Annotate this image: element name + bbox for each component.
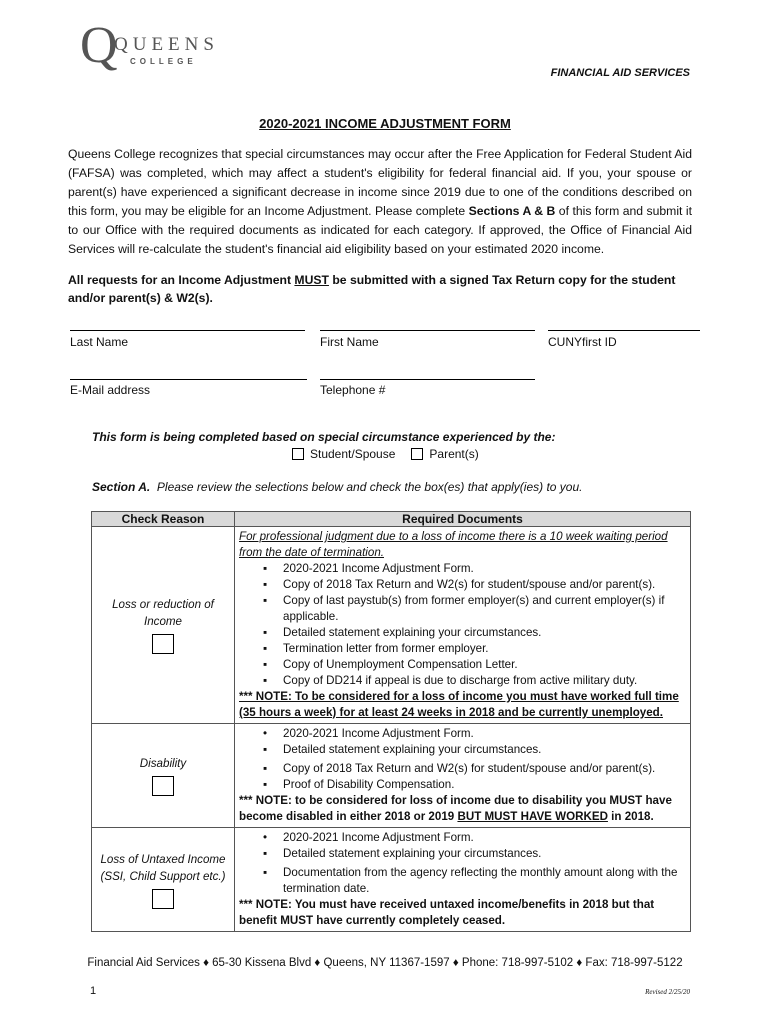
table-row	[92, 724, 691, 828]
list-item: ▪ Detailed statement explaining your circumstances.	[283, 846, 686, 862]
department-name: FINANCIAL AID SERVICES	[550, 67, 690, 79]
reasons-table	[91, 511, 691, 932]
list-item: ▪ Copy of DD214 if appeal is due to discharge from active military duty.	[283, 673, 686, 689]
form-title: 2020-2021 INCOME ADJUSTMENT FORM	[259, 116, 511, 131]
student-spouse-label: Student/Spouse	[310, 447, 396, 461]
reason-cell-loss-of-income: Loss or reduction of Income	[92, 527, 235, 724]
logo-q: Q	[80, 17, 118, 74]
section-a-instruction: Please review the selections below and check the box(es) that apply(ies) to you.	[156, 480, 583, 494]
telephone-label: Telephone #	[320, 383, 386, 397]
page-number: 1	[90, 985, 97, 997]
cunyfirst-id-field[interactable]	[548, 330, 700, 331]
list-item: ▪ Copy of Unemployment Compensation Letter.	[283, 657, 686, 673]
last-name-label: Last Name	[70, 335, 129, 349]
telephone-field[interactable]	[320, 379, 535, 380]
professional-judgment-note: For professional judgment due to a loss of income there is a 10 week waiting period from the date of termination.	[239, 530, 668, 559]
queens-college-logo	[78, 17, 228, 78]
email-field[interactable]	[70, 379, 307, 380]
list-item: ▪ Documentation from the agency reflecting the monthly amount along with the termination date.	[283, 865, 686, 897]
section-a-label: Section A.	[92, 480, 151, 494]
sections-ab-bold: Sections A & B	[468, 204, 556, 218]
last-name-field[interactable]	[70, 330, 305, 331]
list-item: ▪ Detailed statement explaining your circumstances.	[283, 742, 686, 758]
docs-cell-loss-of-income	[235, 527, 691, 724]
revised-date: Revised 2/25/20	[645, 988, 690, 996]
header-check-reason: Check Reason	[92, 512, 235, 527]
parent-label: Parent(s)	[429, 447, 479, 461]
first-name-label: First Name	[320, 335, 379, 349]
list-item: ▪ Copy of 2018 Tax Return and W2(s) for student/spouse and/or parent(s).	[283, 761, 686, 777]
docs-cell-disability	[235, 724, 691, 828]
list-item: ▪ 2020-2021 Income Adjustment Form.	[283, 561, 686, 577]
table-row	[92, 828, 691, 932]
untaxed-income-checkbox[interactable]	[152, 889, 174, 909]
parent-checkbox[interactable]	[411, 448, 423, 460]
footer-address: Financial Aid Services ♦ 65-30 Kissena Blvd ♦ Queens, NY 11367-1597 ♦ Phone: 718-997-5102 ♦ Fax: 718-997-5122	[87, 957, 683, 969]
logo-college: COLLEGE	[130, 57, 197, 66]
table-row	[92, 527, 691, 724]
intro-paragraph: Queens College recognizes that special circumstances may occur after the Free Application for Federal Student Aid (FAFSA) was completed, which may affect a student's eligibility for federal financial aid. If you, your spouse or parent(s) have experienced a significant decrease in income since 2019 due to one of the conditions described on this form, you may be eligible for an Income Adjustment. Please complete Sections A & B of this form and submit it to our Office with the required documents as indicated for each category. If approved, the Office of Financial Aid Services will re-calculate the student's financial aid eligibility based on your estimated 2020 income.	[68, 147, 692, 256]
student-spouse-checkbox[interactable]	[292, 448, 304, 460]
first-name-field[interactable]	[320, 330, 535, 331]
list-item: • 2020-2021 Income Adjustment Form.	[283, 726, 686, 742]
loss-of-income-checkbox[interactable]	[152, 634, 174, 654]
list-item: ▪ Detailed statement explaining your circumstances.	[283, 625, 686, 641]
list-item: • 2020-2021 Income Adjustment Form.	[283, 830, 686, 846]
list-item: ▪ Copy of 2018 Tax Return and W2(s) for student/spouse and/or parent(s).	[283, 577, 686, 593]
logo-queens: QUEENS	[114, 34, 219, 55]
circumstance-options	[292, 447, 479, 461]
disability-checkbox[interactable]	[152, 776, 174, 796]
reason-cell-disability: Disability	[92, 724, 235, 828]
header-required-documents: Required Documents	[235, 512, 691, 527]
circumstance-prompt: This form is being completed based on special circumstance experienced by the:	[92, 430, 556, 444]
list-item: ▪ Termination letter from former employer.	[283, 641, 686, 657]
list-item: ▪ Proof of Disability Compensation.	[283, 777, 686, 793]
list-item: ▪ Copy of last paystub(s) from former employer(s) and current employer(s) if applicable.	[283, 593, 686, 625]
disability-note: *** NOTE: to be considered for loss of income due to disability you MUST have become disabled in either 2018 or 2019 BUT MUST HAVE WORKED in 2018.	[239, 794, 672, 823]
untaxed-income-note: *** NOTE: You must have received untaxed income/benefits in 2018 but that benefit MUST have currently completely ceased.	[239, 898, 655, 927]
loss-of-income-note: *** NOTE: To be considered for a loss of income you must have worked full time (35 hours a week) for at least 24 weeks in 2018 and be currently unemployed.	[239, 690, 679, 719]
cunyfirst-id-label: CUNYfirst ID	[548, 335, 617, 349]
reason-cell-untaxed-income: Loss of Untaxed Income (SSI, Child Support etc.)	[92, 828, 235, 932]
email-label: E-Mail address	[70, 383, 151, 397]
section-a-heading	[92, 480, 582, 494]
docs-cell-untaxed-income	[235, 828, 691, 932]
must-underlined: MUST	[294, 273, 329, 287]
requirement-statement: All requests for an Income Adjustment MUST be submitted with a signed Tax Return copy for the student and/or parent(s) & W2(s).	[68, 273, 676, 305]
